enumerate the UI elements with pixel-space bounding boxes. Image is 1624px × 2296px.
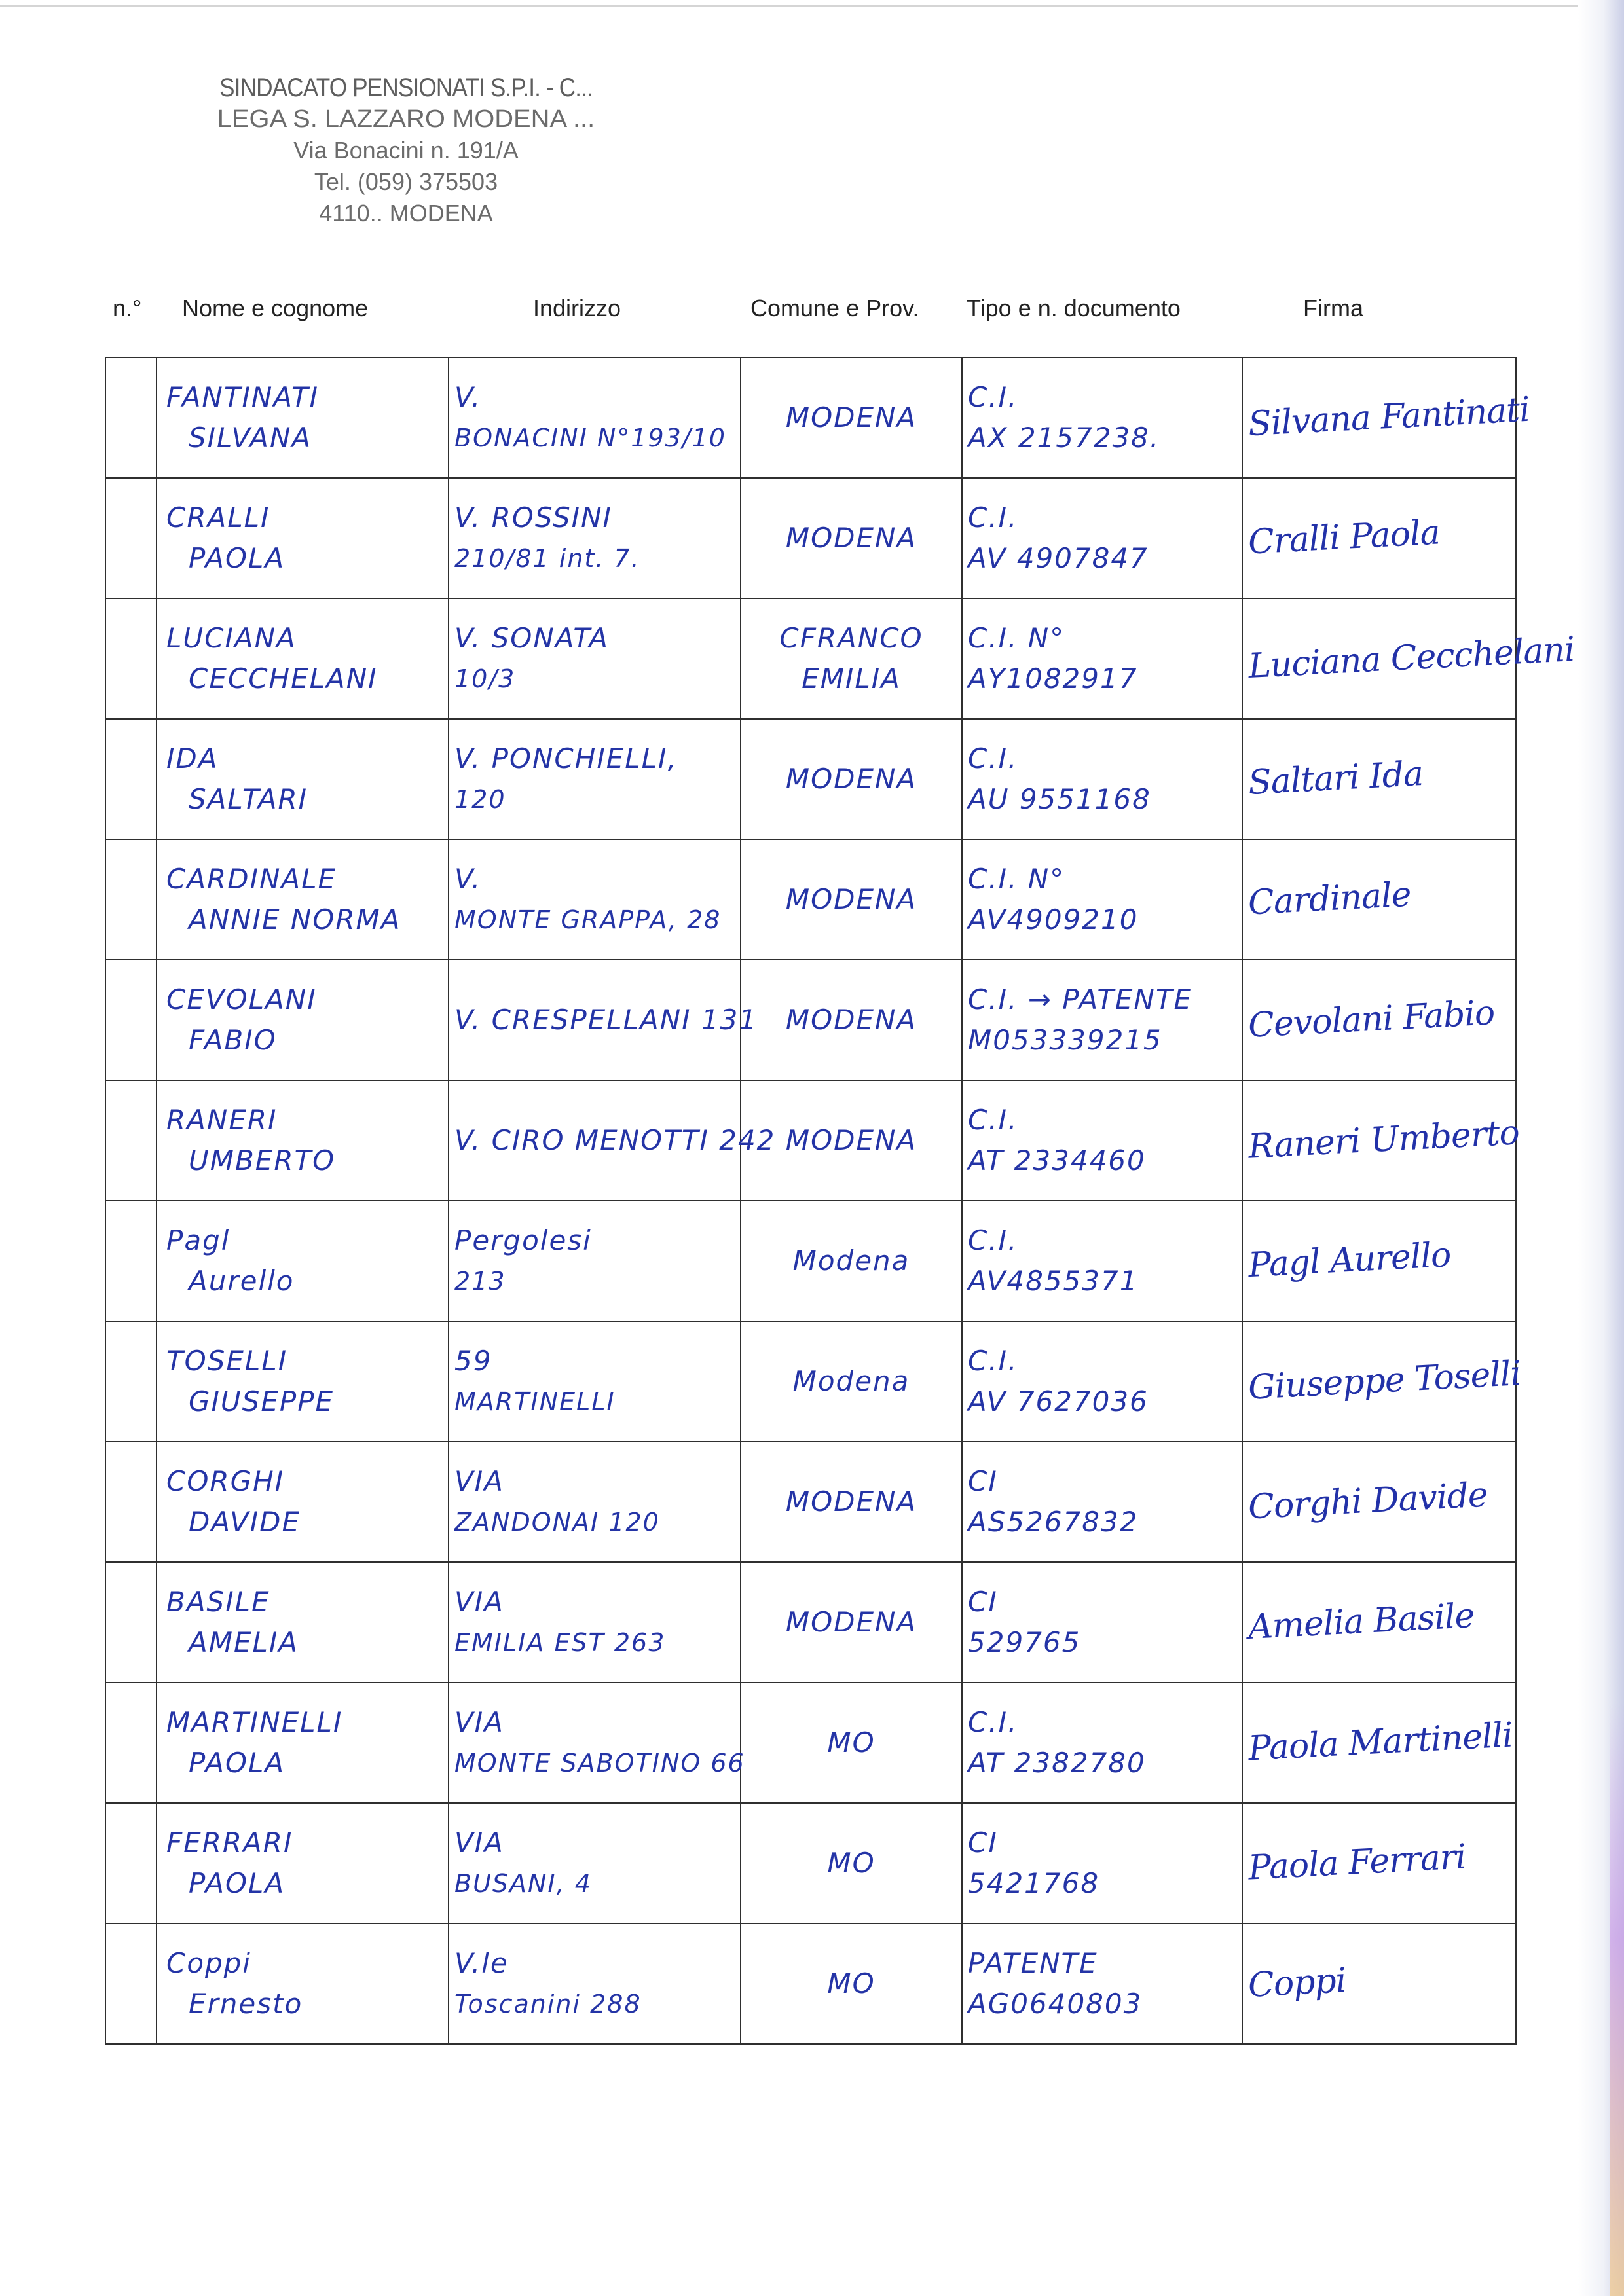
signature-cell (1242, 719, 1516, 839)
name-cell (157, 1442, 449, 1562)
document-number: AV4855371 (968, 1265, 1139, 1297)
address-cell (449, 1923, 741, 2044)
name-cell (157, 719, 449, 839)
row-number-cell (105, 839, 157, 960)
signature-cell (1242, 1562, 1516, 1683)
handwritten-signature: Paola Martinelli (1247, 1715, 1514, 1769)
name-line-1: BASILE (166, 1586, 270, 1618)
document-type: C.I. (968, 1345, 1018, 1377)
scan-top-edge (0, 5, 1578, 7)
handwritten-signature: Pagl Aurello (1247, 1235, 1452, 1285)
comune-value: MODENA (785, 763, 917, 795)
address-line-1: VIA (454, 1827, 504, 1859)
signature-cell (1242, 1080, 1521, 1201)
document-type: C.I. (968, 742, 1018, 774)
comune-value: MODENA (785, 1485, 917, 1518)
row-number-cell (105, 1321, 157, 1442)
address-line-2: ZANDONAI 120 (454, 1508, 660, 1537)
row-number-cell (105, 478, 157, 598)
handwritten-signature: Paola Ferrari (1247, 1836, 1467, 1888)
name-cell (157, 1683, 449, 1803)
signature-cell (1242, 1803, 1516, 1923)
address-line-2: 10/3 (454, 665, 516, 693)
document-type: C.I. (968, 1104, 1018, 1136)
document-number: AG0640803 (968, 1988, 1143, 2020)
comune-cell (741, 719, 962, 839)
organization-stamp (183, 72, 629, 229)
signature-table-body (105, 357, 1576, 2044)
signature-cell (1242, 1321, 1522, 1442)
table-row (105, 1442, 1516, 1562)
address-cell (449, 1201, 741, 1321)
document-type: C.I. (968, 1706, 1018, 1738)
document-number: 5421768 (968, 1867, 1100, 1899)
row-number-cell (105, 1442, 157, 1562)
comune-value: MODENA (785, 1124, 917, 1156)
document-number: AY1082917 (968, 663, 1138, 695)
name-cell (157, 960, 449, 1080)
signature-cell (1242, 1923, 1516, 2044)
document-type: C.I. N° (968, 863, 1065, 895)
row-number-cell (105, 1080, 157, 1201)
address-line-1: V. PONCHIELLI, (454, 742, 678, 774)
name-line-2: PAOLA (189, 542, 286, 574)
address-line-1: V. SONATA (454, 622, 609, 654)
address-line-2: 120 (454, 785, 506, 814)
document-type: C.I. (968, 501, 1018, 534)
address-line-2: EMILIA EST 263 (454, 1628, 666, 1657)
table-row (105, 1201, 1516, 1321)
document-type: C.I. N° (968, 622, 1065, 654)
signature-cell (1242, 1683, 1516, 1803)
stamp-line-5: 4110.. MODENA (319, 200, 493, 227)
header-name: Nome e cognome (182, 295, 369, 321)
name-cell (157, 478, 449, 598)
comune-value: MO (827, 1967, 876, 1999)
handwritten-signature: Luciana Cecchelani (1247, 629, 1576, 686)
stamp-line-1: SINDACATO PENSIONATI S.P.I. - C... (219, 73, 593, 102)
document-number: AS5267832 (968, 1506, 1139, 1538)
header-comune: Comune e Prov. (750, 295, 919, 321)
comune-value: MODENA (785, 401, 917, 433)
name-cell (157, 598, 449, 719)
comune-cell (741, 1321, 962, 1442)
scan-edge-tint (1610, 1702, 1624, 2296)
address-cell (449, 719, 741, 839)
comune-cell (741, 1683, 962, 1803)
table-row (105, 357, 1516, 478)
table-row (105, 1080, 1516, 1201)
address-cell (449, 1562, 741, 1683)
signature-cell (1242, 839, 1516, 960)
name-line-2: AMELIA (189, 1626, 299, 1658)
address-cell (449, 960, 758, 1080)
name-line-1: CORGHI (166, 1465, 285, 1497)
handwritten-signature: Cardinale (1247, 875, 1412, 922)
document-type: CI (968, 1586, 998, 1618)
name-line-2: GIUSEPPE (189, 1385, 335, 1417)
name-line-2: SILVANA (189, 422, 312, 454)
document-cell (962, 839, 1242, 960)
name-line-1: FERRARI (166, 1827, 293, 1859)
name-line-2: PAOLA (189, 1747, 286, 1779)
name-cell (157, 1321, 449, 1442)
handwritten-signature: Giuseppe Toselli (1247, 1353, 1522, 1408)
address-line-2: 210/81 int. 7. (454, 544, 640, 573)
address-cell (449, 1442, 741, 1562)
name-line-1: TOSELLI (166, 1345, 288, 1377)
address-line-1: VIA (454, 1706, 504, 1738)
name-line-1: IDA (166, 742, 219, 774)
document-cell (962, 960, 1242, 1080)
comune-value: Modena (792, 1365, 910, 1397)
address-cell (449, 1321, 741, 1442)
document-type: C.I. (968, 381, 1018, 413)
name-cell (157, 1080, 449, 1201)
document-number: AT 2382780 (968, 1747, 1146, 1779)
address-line-1: VIA (454, 1465, 504, 1497)
name-line-2: Aurello (189, 1265, 295, 1297)
stamp-line-2: LEGA S. LAZZARO MODENA ... (217, 105, 595, 133)
table-row (105, 478, 1516, 598)
address-cell (449, 478, 741, 598)
document-type: C.I. → PATENTE (968, 983, 1193, 1015)
table-row (105, 839, 1516, 960)
document-cell (962, 1803, 1242, 1923)
name-cell (157, 1201, 449, 1321)
document-type: CI (968, 1827, 998, 1859)
comune-cell (741, 960, 962, 1080)
comune-value: MODENA (785, 1004, 917, 1036)
document-cell (962, 478, 1242, 598)
signature-cell (1242, 1201, 1516, 1321)
comune-cell (741, 1562, 962, 1683)
signature-table (105, 357, 1576, 2045)
address-line-1: V. (454, 863, 482, 895)
handwritten-signature: Raneri Umberto (1247, 1112, 1521, 1167)
comune-value: MODENA (785, 883, 917, 915)
header-number: n.° (113, 295, 142, 321)
address-line-1: V.le (454, 1947, 509, 1979)
comune-cell (741, 1201, 962, 1321)
stamp-line-3: Via Bonacini n. 191/A (293, 137, 519, 164)
row-number-cell (105, 1803, 157, 1923)
name-cell (157, 1803, 449, 1923)
comune-cell (741, 839, 962, 960)
address-cell (449, 1803, 741, 1923)
document-type: C.I. (968, 1224, 1018, 1256)
address-cell (449, 357, 741, 478)
address-cell (449, 1080, 776, 1201)
name-line-1: RANERI (166, 1104, 278, 1136)
row-number-cell (105, 1923, 157, 2044)
address-line-2: MONTE SABOTINO 66 (454, 1749, 745, 1777)
name-line-1: Coppi (166, 1947, 252, 1979)
document-number: AU 9551168 (968, 783, 1151, 815)
comune-value: MO (827, 1847, 876, 1879)
comune-value: MODENA (785, 1606, 917, 1638)
handwritten-signature: Cevolani Fabio (1247, 993, 1496, 1046)
document-number: AV 7627036 (968, 1385, 1149, 1417)
table-row (105, 719, 1516, 839)
address-line-1: 59 (454, 1345, 492, 1377)
document-number: AV4909210 (968, 903, 1139, 936)
table-row (105, 1683, 1516, 1803)
row-number-cell (105, 1562, 157, 1683)
address-line-1: V. CRESPELLANI 131 (454, 1004, 758, 1036)
document-cell (962, 598, 1242, 719)
address-line-2: MARTINELLI (454, 1387, 616, 1416)
name-line-1: CEVOLANI (166, 983, 317, 1015)
address-cell (449, 839, 741, 960)
handwritten-signature: Silvana Fantinati (1247, 390, 1531, 444)
row-number-cell (105, 1201, 157, 1321)
document-number: 529765 (968, 1626, 1081, 1658)
handwritten-signature: Corghi Davide (1247, 1474, 1488, 1527)
name-line-1: LUCIANA (166, 622, 297, 654)
signature-cell (1242, 357, 1531, 478)
row-number-cell (105, 960, 157, 1080)
address-cell (449, 598, 741, 719)
comune-value: Modena (792, 1245, 910, 1277)
address-cell (449, 1683, 745, 1803)
document-cell (962, 719, 1242, 839)
name-line-2: CECCHELANI (189, 663, 378, 695)
address-line-2: BUSANI, 4 (454, 1869, 592, 1898)
document-number: M053339215 (968, 1024, 1162, 1056)
comune-cell (741, 357, 962, 478)
address-line-2: BONACINI N°193/10 (454, 424, 726, 452)
name-line-2: Ernesto (189, 1988, 303, 2020)
document-cell (962, 1923, 1242, 2044)
name-line-2: ANNIE NORMA (189, 903, 401, 936)
comune-cell (741, 1803, 962, 1923)
stamp-line-4: Tel. (059) 375503 (314, 168, 498, 195)
document-cell (962, 1442, 1242, 1562)
table-row (105, 1923, 1516, 2044)
name-cell (157, 357, 449, 478)
document-type: CI (968, 1465, 998, 1497)
table-row (105, 598, 1516, 719)
name-line-1: CARDINALE (166, 863, 337, 895)
header-address: Indirizzo (533, 295, 621, 321)
table-row (105, 1803, 1516, 1923)
name-cell (157, 839, 449, 960)
document-type: PATENTE (968, 1947, 1098, 1979)
comune-cell (741, 598, 962, 719)
comune-cell (741, 1923, 962, 2044)
name-line-1: FANTINATI (166, 381, 320, 413)
signature-cell (1242, 478, 1516, 598)
comune-value: CFRANCO EMILIA (779, 622, 923, 695)
address-line-2: Toscanini 288 (454, 1990, 642, 2018)
name-line-1: CRALLI (166, 501, 270, 534)
document-cell (962, 1080, 1242, 1201)
handwritten-signature: Amelia Basile (1247, 1595, 1475, 1647)
signature-cell (1242, 1442, 1516, 1562)
header-signature: Firma (1303, 295, 1363, 321)
row-number-cell (105, 719, 157, 839)
document-cell (962, 1683, 1242, 1803)
row-number-cell (105, 598, 157, 719)
handwritten-signature: Coppi (1247, 1960, 1347, 2005)
document-cell (962, 1201, 1242, 1321)
header-document: Tipo e n. documento (967, 295, 1181, 321)
table-row (105, 1321, 1516, 1442)
address-line-1: V. ROSSINI (454, 501, 612, 534)
address-line-1: V. CIRO MENOTTI 242 (454, 1124, 776, 1156)
row-number-cell (105, 357, 157, 478)
address-line-2: MONTE GRAPPA, 28 (454, 905, 722, 934)
name-line-2: SALTARI (189, 783, 308, 815)
name-line-2: UMBERTO (189, 1144, 336, 1176)
document-number: AV 4907847 (968, 542, 1149, 574)
document-cell (962, 357, 1242, 478)
address-line-1: Pergolesi (454, 1224, 592, 1256)
address-line-2: 213 (454, 1267, 506, 1296)
signature-cell (1242, 960, 1516, 1080)
name-cell (157, 1562, 449, 1683)
handwritten-signature: Saltari Ida (1247, 754, 1424, 803)
table-row (105, 1562, 1516, 1683)
table-row (105, 960, 1516, 1080)
address-line-1: V. (454, 381, 482, 413)
row-number-cell (105, 1683, 157, 1803)
comune-cell (741, 1442, 962, 1562)
name-cell (157, 1923, 449, 2044)
signature-cell (1242, 598, 1576, 719)
comune-value: MO (827, 1726, 876, 1758)
name-line-2: DAVIDE (189, 1506, 301, 1538)
comune-value: MODENA (785, 522, 917, 554)
document-cell (962, 1562, 1242, 1683)
name-line-2: PAOLA (189, 1867, 286, 1899)
handwritten-signature: Cralli Paola (1247, 512, 1441, 562)
document-number: AT 2334460 (968, 1144, 1146, 1176)
comune-cell (741, 478, 962, 598)
document-number: AX 2157238. (968, 422, 1160, 454)
address-line-1: VIA (454, 1586, 504, 1618)
name-line-1: MARTINELLI (166, 1706, 343, 1738)
document-cell (962, 1321, 1242, 1442)
name-line-2: FABIO (189, 1024, 277, 1056)
name-line-1: Pagl (166, 1224, 231, 1256)
